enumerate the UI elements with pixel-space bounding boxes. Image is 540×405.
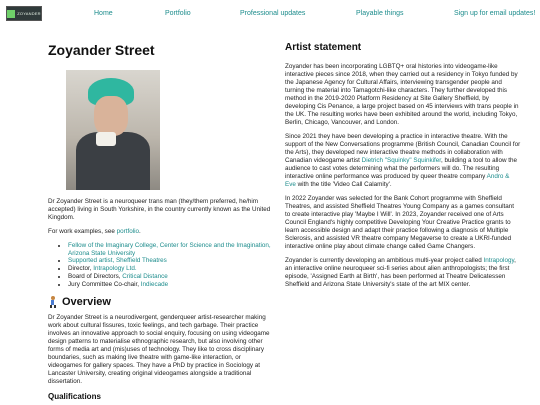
nav-home-link[interactable]: Home [94, 10, 113, 17]
imaginary-college-link[interactable]: Fellow of the Imaginary College, Center for Science and the Imagination, Arizona State University [68, 242, 271, 257]
statement-text: , building a tool to allow the audience to cast votes determining what the performers will do. The resulting interactive online performance was produced by queer theatre company [285, 157, 518, 180]
statement-text: , an interactive online neuroqueer sci-fi series about alien anthropologists; the first episode, 'Assigned Earth at Birth', has been performed at Theatre Delicatessen Sheffield and Arizona State University's state of the art MIX center. [285, 257, 516, 288]
nav-portfolio-link[interactable]: Portfolio [165, 10, 191, 17]
indiecade-link[interactable]: Indiecade [140, 280, 169, 288]
statement-paragraph-1: Zoyander has been incorporating LGBTQ+ oral histories into videogame-like interactive pieces since 2018, when they carried out a residency in Tokyo funded by the Japanese Agency for Cultural Affairs, interviewing transgender people and turning the material into Tamagotchi-like characters. They further developed this method in the 2019-2020 Platform Residency at Site Gallery Sheffield, by developing Cis Penance, a large project based on 45 interviews with trans people in the UK. The resulting works have been exhibited around the world, including Tokyo, Berlin, Chicago, Vancouver, and London. [285, 63, 519, 126]
andro-and-eve-link[interactable]: Andro & Eve [285, 173, 510, 188]
statement-paragraph-3: In 2022 Zoyander was selected for the Bank Cohort programme with Sheffield Theatres, and assisted Sheffield Theatres Young Company as a games consultant to create interactive play 'Maybe I Will'. In 2023, Zoyander received one of Arts Council England's highly competitive Developing Your Creative Practice grants to learn accessible design and adapt their practice following a diagnosis of Multiple Sclerosis, and assisted VR theatre company Megaverse to create a UKRI-funded interactive online play about climate change called Game Changers. [285, 195, 515, 250]
sheffield-theatres-link[interactable]: Supported artist, Sheffield Theatres [68, 257, 167, 265]
critical-distance-link[interactable]: Critical Distance [122, 272, 168, 280]
work-examples-suffix: . [139, 228, 141, 235]
person-walking-icon [48, 296, 57, 308]
artist-statement-heading: Artist statement [285, 42, 362, 53]
site-logo[interactable] [6, 6, 42, 21]
role-item [68, 242, 273, 257]
statement-text: with the title 'Video Call Calamity'. [295, 181, 392, 188]
statement-text: Since 2021 they have been developing a practice in interactive theatre. With the support of the New Conversations programme (British Council, Canadian Council for the Arts), they developed new interactive theatre methods in collaboration with Canadian videogame artist [285, 133, 521, 164]
intrapology-ltd-link[interactable]: Intrapology Ltd. [93, 265, 137, 273]
overview-heading-row [48, 296, 273, 308]
nav-professional-updates-link[interactable]: Professional updates [240, 10, 306, 17]
role-prefix: Board of Directors, [68, 272, 123, 280]
portfolio-link[interactable]: portfolio [116, 228, 139, 235]
work-examples-paragraph [48, 228, 273, 236]
logo-mark-icon [7, 10, 15, 18]
intrapology-link[interactable]: Intrapology [483, 257, 515, 264]
page-title: Zoyander Street [48, 42, 155, 58]
role-item [68, 265, 273, 273]
photo-cup [96, 132, 116, 146]
artist-statement-column [285, 42, 521, 295]
statement-paragraph-4 [285, 257, 521, 289]
squinkifer-link[interactable]: Dietrich "Squinky" Squinkifer [361, 157, 442, 164]
role-item [68, 257, 273, 265]
role-prefix: Jury Committee Co-chair, [68, 280, 141, 288]
role-item [68, 273, 273, 281]
nav-email-signup-link[interactable]: Sign up for email updates! [454, 10, 536, 17]
role-prefix: Director, [68, 265, 94, 273]
statement-text: Zoyander is currently developing an ambitious multi-year project called [285, 257, 484, 264]
qualifications-heading: Qualifications [48, 392, 101, 402]
role-item [68, 281, 273, 289]
work-examples-prefix: For work examples, see [48, 228, 117, 235]
overview-paragraph: Dr Zoyander Street is a neurodivergent, genderqueer artist-researcher making work about cultural fissures, toxic feelings, and tech garbage. Their practice involves an innovative approach to social enquiry, focusing on using videogame design patterns to materialise ethnographic research, but also involving other forms of media art and (mis)uses of technology. They like to cross disciplinary boundaries, such as making live theatre with game-like interaction, or videogames for gallery spaces. They have a PhD by practice in Sociology at Lancaster University, creating original videogames alongside a traditional dissertation. [48, 314, 270, 386]
statement-paragraph-2 [285, 133, 521, 189]
roles-list [68, 242, 273, 288]
profile-column [48, 42, 273, 401]
logo-text: ZOYANDER [17, 11, 41, 16]
top-navigation [0, 0, 540, 30]
nav-playable-things-link[interactable]: Playable things [356, 10, 404, 17]
bio-paragraph: Dr Zoyander Street is a neuroqueer trans man (they/them preferred, he/him accepted) living in South Yorkshire, in the country currently known as the United Kingdom. [48, 198, 271, 221]
overview-heading: Overview [62, 296, 111, 309]
profile-photo [66, 70, 160, 190]
photo-face [94, 96, 128, 136]
